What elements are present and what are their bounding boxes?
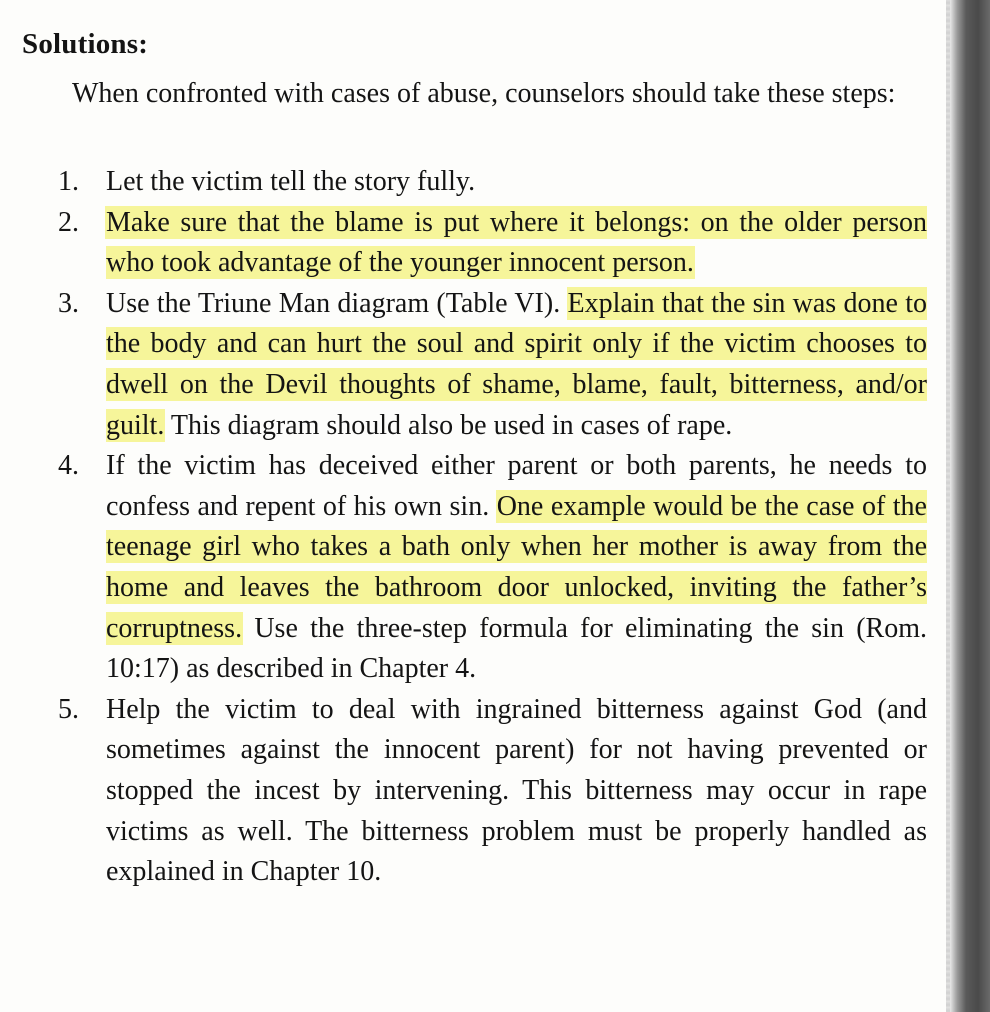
step-text: Help the victim to deal with ingrained bitterness against God (and sometimes against the innocent parent) for not having prevented or stopped the incest by intervening. This bitterness may occur in rape victims as well. The bitterness problem must be properly handled as explained in Chapter 10. — [106, 693, 927, 888]
step-item-3 — [22, 284, 927, 446]
step-number: 2. — [58, 206, 79, 238]
step-number: 5. — [58, 693, 79, 725]
step-text: Use the Triune Man diagram (Table VI). — [106, 287, 568, 319]
highlighted-text: Explain that the sin was done to the body and can hurt the soul and spirit only if the victim chooses to dwell on the Devil thoughts of shame, blame, fault, bitterness, and/or guilt. — [106, 287, 927, 441]
steps-list — [22, 162, 927, 893]
section-heading: Solutions: — [22, 28, 149, 60]
step-text: If the victim has deceived either parent or both parents, he needs to confess and repent of his own sin. — [106, 450, 927, 522]
step-number: 4. — [58, 450, 79, 482]
step-item-5 — [22, 690, 927, 893]
book-binding-shadow — [950, 0, 990, 1012]
step-number: 1. — [58, 166, 79, 197]
highlighted-text: One example would be the case of the teenage girl who takes a bath only when her mother is away from the home and leaves the bathroom door unlocked, inviting the father’s corruptness. — [106, 490, 927, 644]
intro-paragraph: When confronted with cases of abuse, counselors should take these steps: — [72, 78, 896, 109]
step-item-2 — [22, 203, 927, 284]
step-number: 3. — [58, 287, 79, 319]
step-text-continued: Use the three-step formula for eliminating the sin (Rom. 10:17) as described in Chapter 4. — [106, 612, 927, 685]
step-text-continued: This diagram should also be used in cases of rape. — [164, 409, 733, 441]
step-text: Let the victim tell the story fully. — [106, 166, 476, 197]
step-item-4 — [22, 446, 927, 690]
highlighted-text: Make sure that the blame is put where it belongs: on the older person who took advantage of the younger innocent person. — [106, 206, 927, 279]
step-item-1 — [22, 162, 927, 203]
